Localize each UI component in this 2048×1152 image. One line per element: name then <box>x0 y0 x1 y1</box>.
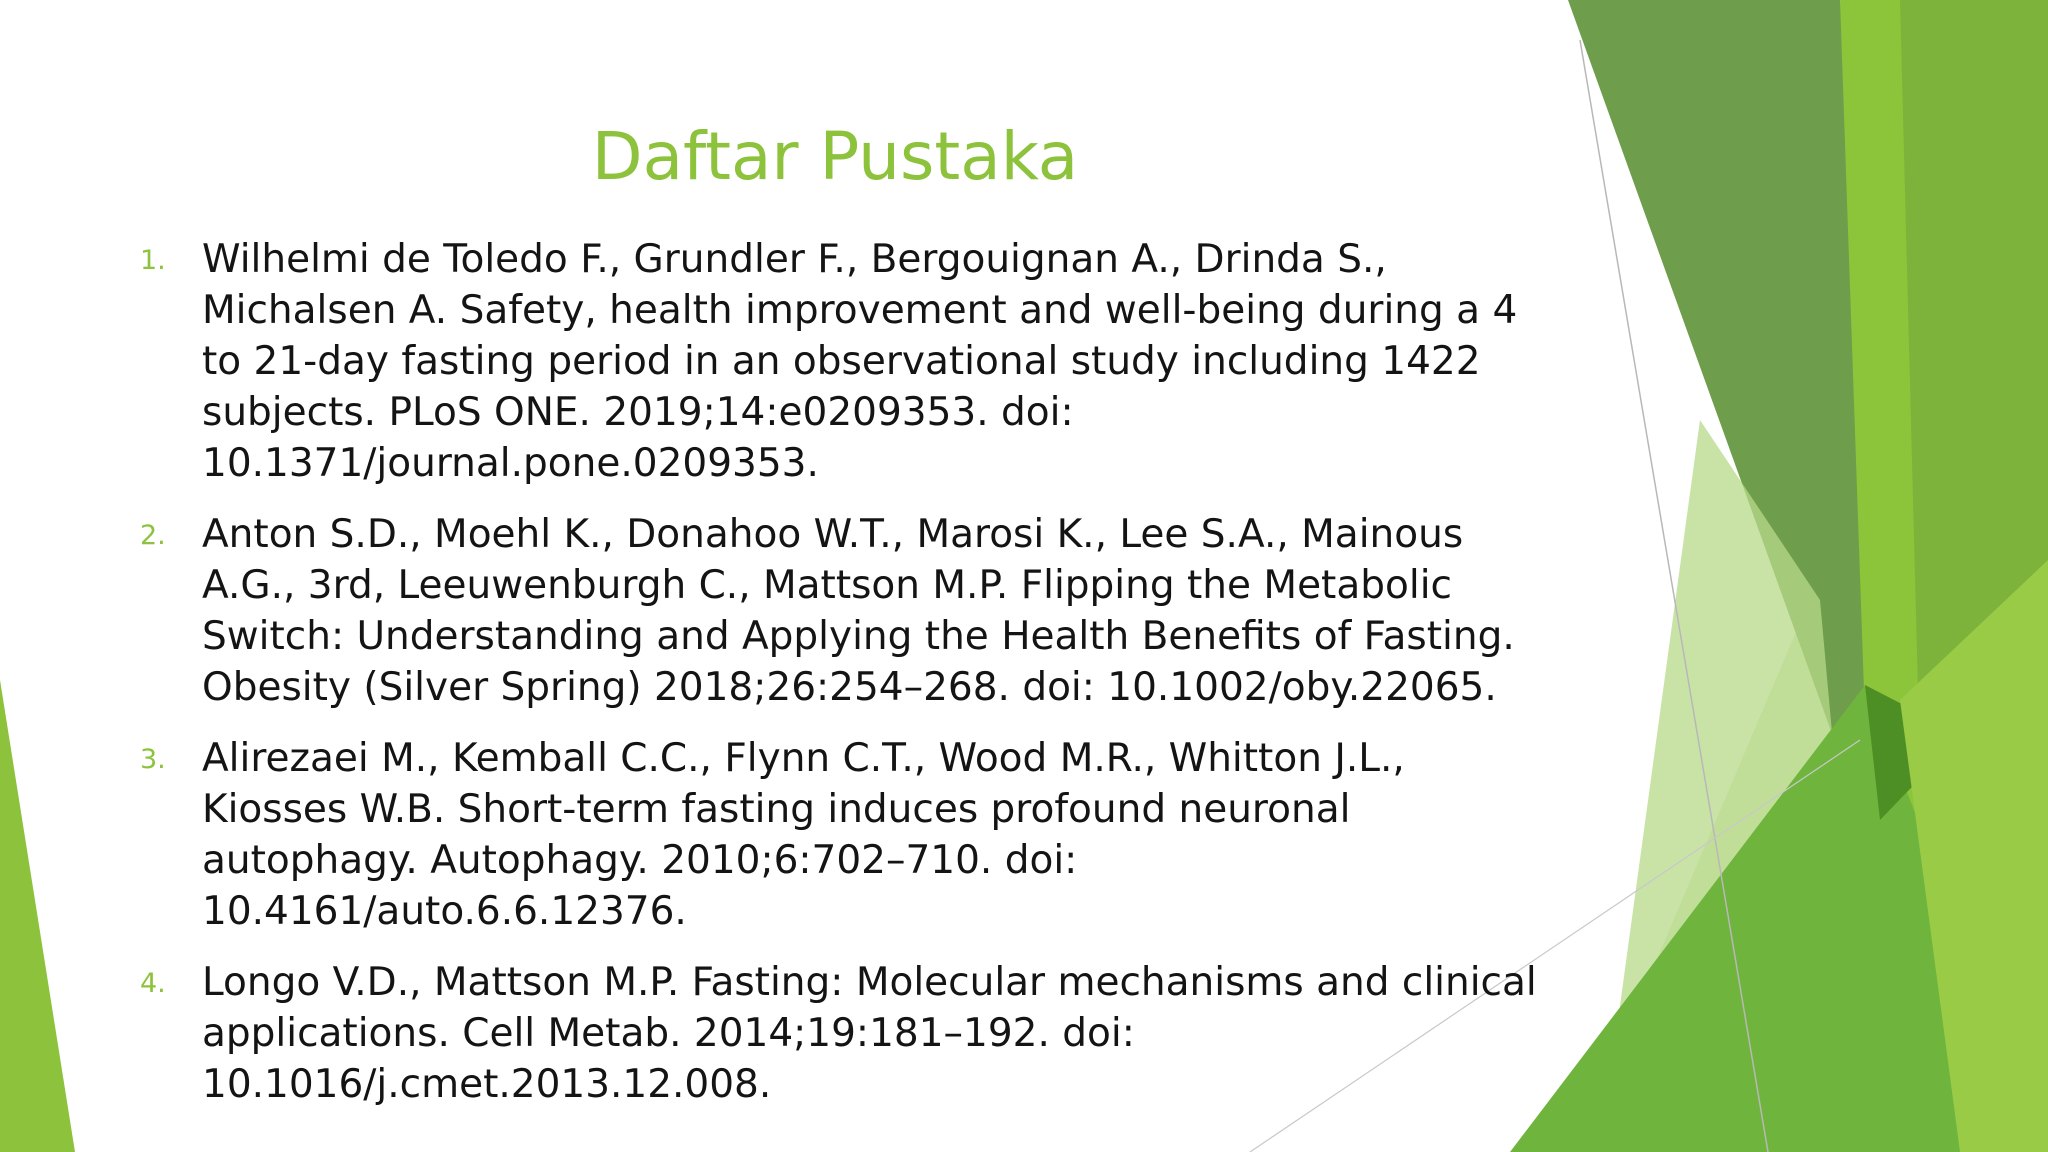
reference-number: 2. <box>140 520 166 551</box>
slide-title: Daftar Pustaka <box>591 118 1079 195</box>
reference-text: Longo V.D., Mattson M.P. Fasting: Molecular mechanisms and clinical applications. Cell Metab. 2014;19:181–192. doi: 10.1016/j.cmet.2013.12.008. <box>202 960 1537 1107</box>
reference-text: Wilhelmi de Toledo F., Grundler F., Bergouignan A., Drinda S., Michalsen A. Safety, health improvement and well-being during a 4 to 21-day fasting period in an observational study including 1422 subjects. PLoS ONE. 2019;14:e0209353. doi: 10.1371/journal.pone.0209353. <box>202 237 1518 486</box>
reference-number: 3. <box>140 744 166 775</box>
reference-number: 4. <box>140 968 166 999</box>
reference-item <box>140 957 1560 1110</box>
reference-number: 1. <box>140 245 166 276</box>
reference-item <box>140 733 1560 937</box>
reference-text: Alirezaei M., Kemball C.C., Flynn C.T., Wood M.R., Whitton J.L., Kiosses W.B. Short-term fasting induces profound neuronal autophagy. Autophagy. 2010;6:702–710. doi: 10.4161/auto.6.6.12376. <box>202 736 1405 934</box>
reference-item <box>140 509 1560 713</box>
left-green-sliver <box>0 680 75 1152</box>
reference-item <box>140 234 1560 489</box>
reference-text: Anton S.D., Moehl K., Donahoo W.T., Marosi K., Lee S.A., Mainous A.G., 3rd, Leeuwenburgh C., Mattson M.P. Flipping the Metabolic Switch: Understanding and Applying the Health Benefits of Fasting. Obesity (Silver Spring) 2018;26:254–268. doi: 10.1002/oby.22065. <box>202 512 1515 710</box>
reference-list <box>140 234 1560 1130</box>
